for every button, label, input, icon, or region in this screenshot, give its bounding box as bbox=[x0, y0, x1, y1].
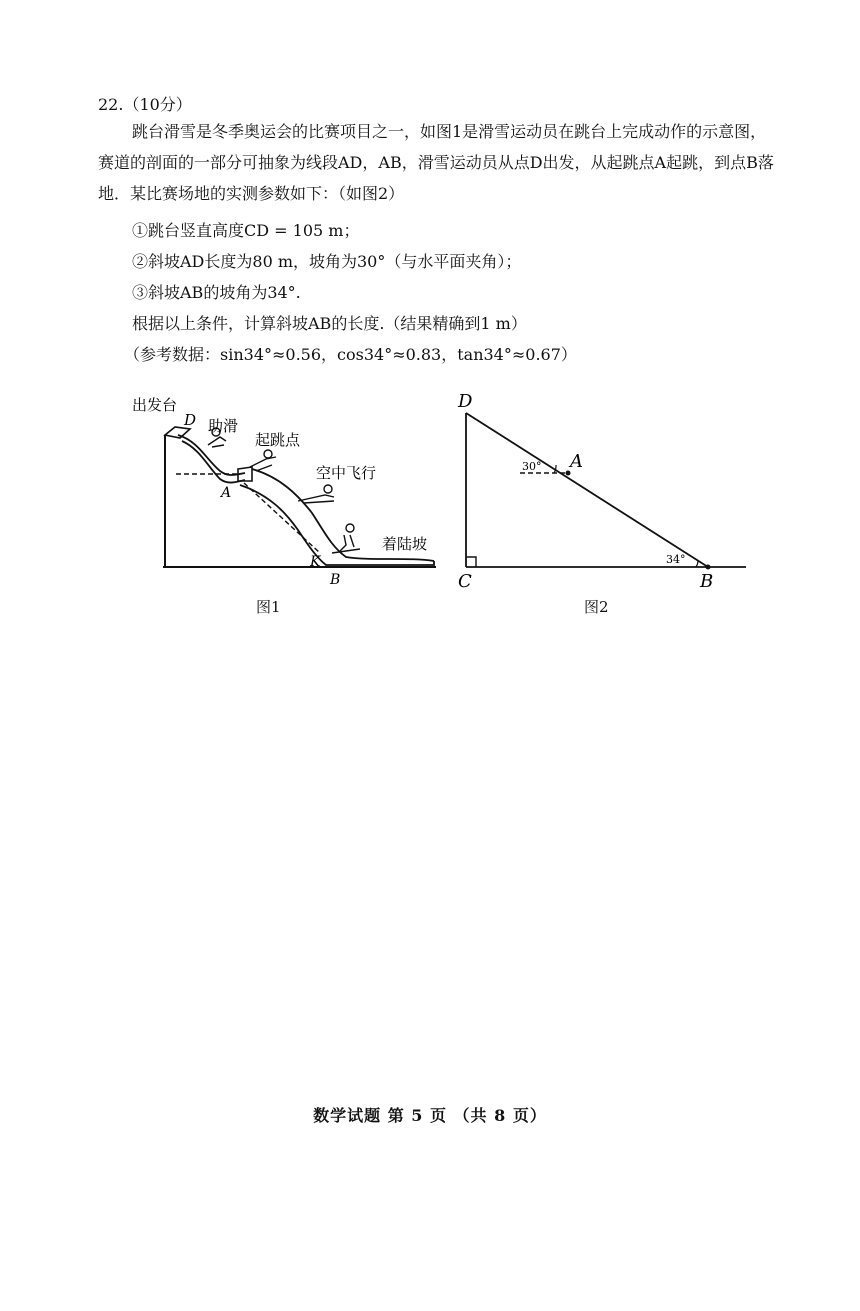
fig1-label-k: K bbox=[310, 554, 321, 570]
page-footer: 数学试题 第 5 页 （共 8 页） bbox=[313, 1106, 547, 1125]
fig2-angle-34: 34° bbox=[666, 553, 686, 566]
fig1-label-flight: 空中飞行 bbox=[316, 464, 377, 482]
fig1-label-a: A bbox=[221, 485, 232, 501]
fig2-label-d: D bbox=[458, 391, 473, 412]
figure-2-triangle bbox=[450, 385, 760, 595]
point-b-dot bbox=[706, 565, 711, 570]
skier-takeoff-icon bbox=[250, 450, 276, 471]
condition-3: ③斜坡AB的坡角为34°. bbox=[132, 283, 301, 302]
fig2-label-a: A bbox=[570, 451, 583, 472]
dashed-line-a-k bbox=[244, 483, 320, 553]
fig1-label-landing-slope: 着陆坡 bbox=[382, 535, 428, 553]
fig1-label-d: D bbox=[184, 411, 197, 429]
reference-data: （参考数据：sin34°≈0.56，cos34°≈0.83，tan34°≈0.67） bbox=[124, 345, 577, 364]
fig1-label-b: B bbox=[330, 572, 341, 588]
skier-flight-icon bbox=[298, 485, 334, 503]
fig2-label-c: C bbox=[458, 571, 472, 592]
fig1-label-start-platform: 出发台 bbox=[132, 396, 178, 414]
fig1-label-takeoff: 起跳点 bbox=[255, 431, 301, 449]
right-angle-mark bbox=[466, 557, 476, 567]
figure-2-caption: 图2 bbox=[584, 598, 609, 616]
question-number: 22.（10分） bbox=[98, 95, 192, 114]
angle-arc-b bbox=[696, 561, 698, 567]
question-task: 根据以上条件，计算斜坡AB的长度.（结果精确到1 m） bbox=[132, 314, 527, 333]
segment-db bbox=[466, 413, 708, 567]
figure-1-caption: 图1 bbox=[256, 598, 281, 616]
fig1-label-run-in: 助滑 bbox=[208, 417, 239, 435]
condition-2: ②斜坡AD长度为80 m，坡角为30°（与水平面夹角）； bbox=[132, 252, 522, 271]
fig2-angle-30: 30° bbox=[522, 460, 542, 473]
question-intro-text: 跳台滑雪是冬季奥运会的比赛项目之一，如图1是滑雪运动员在跳台上完成动作的示意图，赛道的剖面的一部分可抽象为线段AD，AB，滑雪运动员从点D出发，从起跳点A起跳，到点B落地．某比赛场地的实测参数如下：（如图2） bbox=[98, 122, 774, 203]
condition-1: ①跳台竖直高度CD = 105 m； bbox=[132, 221, 360, 240]
question-intro bbox=[98, 116, 778, 209]
fig2-label-b: B bbox=[700, 571, 714, 592]
figure-1-ski-jump bbox=[120, 385, 450, 595]
landing-slope-lower bbox=[240, 485, 434, 565]
